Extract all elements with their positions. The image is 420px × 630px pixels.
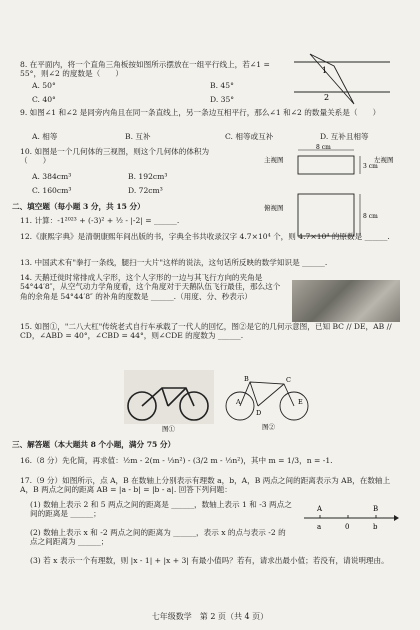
q9-option-c: C. 相等或互补 [225,132,274,141]
section-2-title: 二、填空题（每小题 3 分，共 15 分） [12,202,145,211]
fig2-caption: 图② [262,423,275,431]
q8-figure-parallel-lines [292,50,392,110]
q10-option-c: C. 160cm³ [32,186,72,195]
q17-number-line [300,500,400,534]
q10-option-a: A. 384cm³ [32,172,72,181]
question-11: 11. 计算：-1²⁰²³ + (-3)² + ½ - |-2| = ______. [20,216,180,225]
q8-option-d: D. 35° [210,95,235,104]
axis-label-b: B [373,505,379,513]
q9-option-a: A. 相等 [32,132,58,141]
axis-tick-b: b [373,523,378,531]
question-15: 15. 如图①，"二八大杠"传统老式自行车承载了一代人的回忆，图②是它的几何示意图，已知 BC // DE，AB // CD，∠ABD = 40°，∠CBD = 44°，则∠CDE 的度数为 ______. [20,322,392,341]
angle-2-label: 2 [324,93,330,102]
question-17-part-3: (3) 若 x 表示一个有理数，则 |x - 1| + |x + 3| 有最小值吗？若有，请求出最小值；若没有，请说明理由。 [30,556,389,565]
bicycle-geometry-figure [222,372,312,432]
q10-option-d: D. 72cm³ [128,186,163,195]
left-view-label: 左视图 [374,156,394,164]
fig1-caption: 图① [162,425,175,432]
top-view-label: 俯视图 [264,204,284,212]
q9-option-d: D. 互补且相等 [320,132,369,141]
q9-option-b: B. 互补 [125,132,151,141]
question-12: 12.《康熙字典》是清朝康熙年间出版的书，字典全书共收录汉字 4.7×10⁴ 个，则 4.7×10⁴ 的原数是 ______. [20,232,390,241]
question-17-part-2: (2) 数轴上表示 x 和 -2 两点之间的距离为 ______，表示 x 的点与表示 -2 的点之间距离为 ______； [30,528,286,547]
question-9: 9. 如图∠1 和∠2 是同旁内角且在同一条直线上，另一条边互相平行，那么∠1 和∠2 的数量关系是（ ） [20,108,381,117]
axis-label-a: A [317,505,323,513]
question-16: 16.（8 分）先化简，再求值：½m - 2(m - ⅓n²) - (3/2 m - ⅓n²)，其中 m = 1/3，n = -1. [20,456,333,465]
question-14: 14. 天鹅迁徙时常排成人字形，这个人字形的一边与其飞行方向的夹角是 54°44′8″，从空气动力学角度看，这个角度对于天鹅队伍飞行最佳，那么这个角的余角是 54°44′8″ 的补角的度数是 ______.（用度、分、秒表示） [20,273,281,301]
dim-right: 3 cm [363,163,378,170]
q8-option-c: C. 40° [32,95,56,104]
question-13: 13. 中国武术有"拳打一条线，腿扫一大片"这样的说法，这句话所反映的数学知识是 ______. [20,258,328,267]
bicycle-photo-figure [124,370,214,432]
front-view-label: 主视图 [264,156,284,164]
q10-figure-three-views [262,144,408,244]
q8-option-b: B. 45° [210,81,234,90]
q8-option-a: A. 50° [32,81,56,90]
question-10: 10. 如图是一个几何体的三视图，则这个几何体的体积为（ ） [20,147,210,166]
point-d-label: D [256,409,262,417]
point-c-label: C [286,376,291,384]
point-b-label: B [244,375,249,383]
swan-photo [292,280,400,322]
angle-1-label: 1 [322,66,328,75]
question-17: 17.（9 分）如图所示，点 A，B 在数轴上分别表示有理数 a，b，A，B 两点之间的距离表示为 AB，在数轴上 A，B 两点之间的距离 AB = |a - b| = |b - a|. 回答下列问题： [20,476,391,495]
page-footer: 七年级数学 第 2 页（共 4 页） [151,612,269,621]
dim-side: 8 cm [363,213,378,220]
point-e-label: E [298,398,303,406]
axis-tick-zero: 0 [345,523,350,531]
dim-top: 8 cm [316,144,331,151]
section-3-title: 三、解答题（本大题共 8 个小题，满分 75 分） [12,440,176,449]
question-8: 8. 在平面内，将一个直角三角板按如图所示摆放在一组平行线上，若∠1 = 55°，则∠2 的度数是（ ） [20,60,270,79]
point-a-label: A [236,398,241,406]
axis-tick-a: a [317,523,322,531]
q10-option-b: B. 192cm³ [128,172,168,181]
question-17-part-1: (1) 数轴上表示 2 和 5 两点之间的距离是 ______，数轴上表示 1 和 -3 两点之间的距离是 ______； [30,500,292,519]
